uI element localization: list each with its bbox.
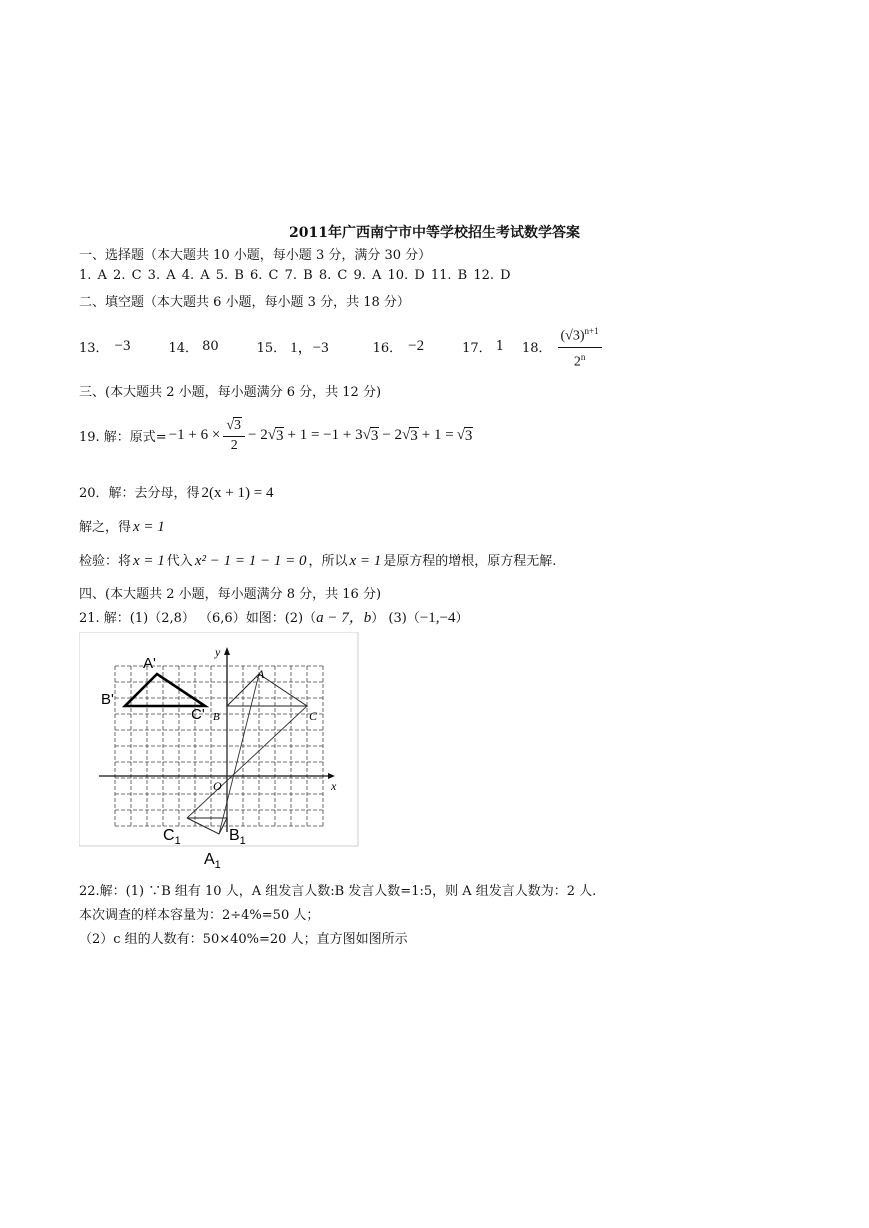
- q20-check-eq-1: x = 1: [133, 553, 165, 569]
- origin-label: O: [213, 779, 222, 793]
- section-1-answers: 1. A 2. C 3. A 4. A 5. B 6. C 7. B 8. C 9. A 10. D 11. B 12. D: [79, 268, 511, 283]
- page-title: 2011年广西南宁市中等学校招生考试数学答案: [289, 225, 580, 241]
- q21-text-a: 21. 解：(1)（2,8） （6,6）如图：(2)（: [79, 611, 317, 626]
- q13-number: 13．: [79, 340, 109, 356]
- q19-prefix: 19. 解：原式=: [79, 429, 167, 445]
- q21-line: [79, 606, 469, 627]
- q18-numerator-exponent: n+1: [584, 325, 599, 336]
- label-b1-letter: B: [229, 827, 240, 844]
- q19-part-b: − 2: [248, 426, 268, 443]
- q15-answer: 1，−3: [290, 339, 329, 356]
- q20-prefix: 20．解：去分母，得: [79, 486, 200, 501]
- q19-part-a: −1 + 6 ×: [168, 426, 221, 443]
- q19-fraction-numerator: 3: [234, 417, 242, 433]
- label-c1-subscript: 1: [174, 835, 181, 847]
- label-c-prime: C': [191, 706, 205, 723]
- q19-fraction-denominator: 2: [230, 437, 238, 453]
- fill-in-answers: [79, 322, 602, 370]
- q21-coordinate-graph: [79, 632, 361, 872]
- q19-solution: 19. 解：原式= −1 + 6 × $\frac{√3}{2}$ − 2 √ 3 + 1 = −1 + 3 √ 3 − 2 √ 3 + 1 = √ 3: [79, 417, 473, 453]
- q19-part-d: + 1 = −1 + 3: [287, 426, 363, 443]
- q20-equation: 2(x + 1) = 4: [201, 485, 274, 501]
- label-a-prime: A': [143, 655, 156, 672]
- label-b1-subscript: 1: [239, 835, 246, 847]
- q17-number: 17．: [462, 340, 492, 356]
- q22-line-1: 22.解：(1) ∵B 组有 10 人，A 组发言人数:B 发言人数=1:5，则 A 组发言人数为：2 人.: [79, 884, 597, 899]
- q22-line-2: 本次调查的样本容量为：2÷4%=50 人；: [79, 908, 320, 923]
- q19-part-h: + 1 =: [421, 426, 454, 443]
- x-axis-label: x: [331, 779, 337, 793]
- q17-answer: 1: [495, 338, 504, 354]
- q13-answer: −3: [114, 337, 131, 354]
- q20-solve-prefix: 解之，得: [79, 520, 132, 535]
- q14-number: 14．: [168, 340, 199, 356]
- q18-denominator-exponent: n: [580, 351, 586, 362]
- label-c: C: [309, 709, 318, 723]
- q20-check-text-3: ，所以: [308, 554, 348, 569]
- q15-number: 15．: [256, 340, 287, 356]
- q19-fraction: $\frac{√3}{2}$: [223, 416, 245, 455]
- q18-numerator: (√3): [560, 328, 585, 344]
- q20-line-1: [79, 482, 273, 502]
- q20-line-2: [79, 516, 165, 536]
- label-b-prime: B': [101, 691, 114, 708]
- q18-denominator: 2: [573, 354, 581, 370]
- label-b: B: [213, 711, 220, 723]
- q16-answer: −2: [408, 337, 425, 354]
- q20-check-text-4: 是原方程的增根，原方程无解.: [383, 554, 557, 569]
- q20-check-eq-3: x = 1: [349, 553, 382, 569]
- q19-part-f: − 2: [382, 426, 403, 443]
- section-4-heading: 四、(本大题共 2 小题，每小题满分 8 分，共 16 分): [79, 587, 382, 602]
- q20-check-eq-2: x² − 1 = 1 − 1 = 0: [194, 553, 307, 569]
- q20-solve-equation: x = 1: [133, 519, 165, 535]
- section-1-heading: 一、选择题（本大题共 10 小题，每小题 3 分，满分 30 分）: [79, 248, 432, 263]
- q19-part-g: 3: [410, 427, 418, 444]
- y-axis-label: y: [215, 645, 221, 659]
- label-a1: [204, 851, 221, 871]
- q19-part-c: 3: [275, 427, 284, 444]
- q18-fraction: [558, 321, 602, 371]
- q21-text-e: ）: [455, 611, 469, 626]
- q21-answer-3: −1,−4: [419, 610, 456, 626]
- q20-check-text-2: 代入: [166, 554, 193, 569]
- q19-part-e: 3: [370, 427, 379, 444]
- q22-line-3: （2）c 组的人数有：50×40%=20 人；直方图如图所示: [79, 932, 408, 947]
- graph-frame: [79, 632, 358, 846]
- q21-answer-2: a − 7，b: [316, 610, 372, 626]
- q18-number: 18．: [521, 340, 552, 356]
- q20-check-text-1: 检验：将: [79, 554, 132, 569]
- section-2-heading: 二、填空题（本大题共 6 小题，每小题 3 分，共 18 分）: [79, 295, 410, 310]
- label-a: A: [257, 667, 265, 681]
- q14-answer: 80: [202, 338, 219, 354]
- q16-number: 16．: [372, 340, 403, 356]
- label-a1-subscript: 1: [214, 859, 221, 871]
- label-c1-letter: C: [163, 827, 175, 844]
- label-a1-letter: A: [204, 851, 215, 868]
- q19-part-i: 3: [464, 427, 473, 444]
- q21-text-c: ） (3)（: [371, 611, 420, 626]
- q20-line-3: [79, 550, 556, 570]
- section-3-heading: 三、(本大题共 2 小题，每小题满分 6 分，共 12 分): [79, 385, 382, 400]
